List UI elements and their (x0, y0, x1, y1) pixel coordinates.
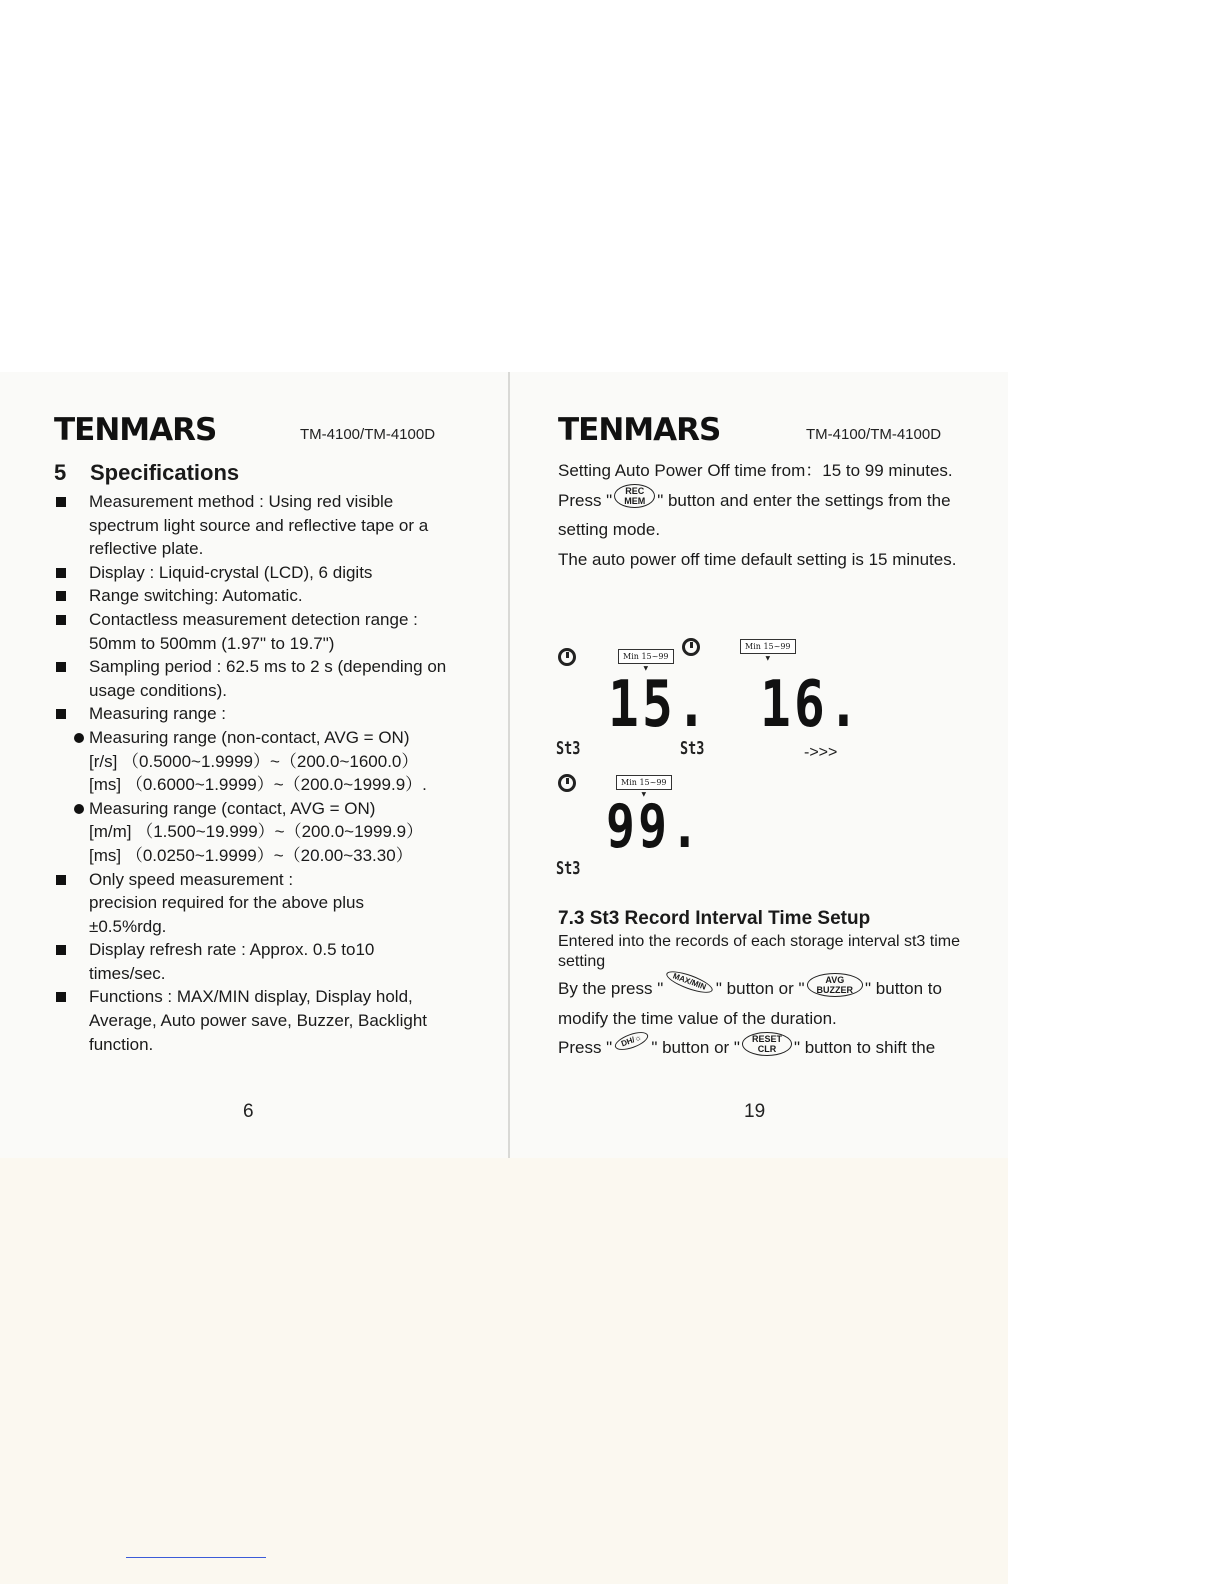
spec-item (54, 490, 454, 561)
rec-mem-button-icon (614, 484, 655, 508)
inline-text: Press " (558, 1038, 613, 1058)
spec-item (54, 702, 454, 726)
lcd-display-value: 99. (606, 792, 703, 862)
dh-backlight-button-icon: DH/☼ (613, 1028, 651, 1053)
range-tag: Min 15~99 ▼ (616, 775, 672, 790)
range-tag: Min 15~99 ▼ (618, 649, 674, 664)
inline-text: " button or " (715, 979, 805, 998)
avg-buzzer-button-icon (807, 973, 864, 997)
lcd-st-label: St3 (556, 858, 581, 879)
paragraph (558, 1033, 978, 1063)
brand-logo: TENMARS (558, 412, 721, 448)
spec-text: Only speed measurement : (89, 869, 294, 889)
spec-text: Measuring range : (89, 704, 227, 724)
max-min-button-icon: MAX/MIN (664, 967, 715, 997)
lcd-st-label: St3 (556, 738, 581, 759)
paragraph (558, 486, 958, 545)
spec-sub-item (54, 797, 454, 868)
paragraph: The auto power off time default setting is 15 minutes. (558, 549, 957, 569)
spec-item (54, 608, 454, 655)
spec-text: Measurement method : Using red visible spectrum light source and reflective tape or a reflective plate. (89, 492, 429, 559)
inline-text: " button to modify the time value of the duration. (558, 979, 942, 1028)
spec-text: Functions : MAX/MIN display, Display hold, Average, Auto power save, Buzzer, Backlight function. (89, 987, 427, 1054)
section-title-text: Specifications (90, 460, 240, 485)
inline-text: " button and enter the settings from the setting mode. (558, 490, 951, 540)
spec-item (54, 561, 454, 585)
spec-text: ±0.5%rdg. (89, 916, 167, 936)
paragraph: Setting Auto Power Off time from：15 to 99 minutes. (558, 461, 953, 480)
left-page (0, 372, 508, 1158)
spec-item (54, 655, 454, 702)
spec-list (54, 490, 454, 1056)
section-title (54, 460, 239, 486)
spec-text: Sampling period : 62.5 ms to 2 s (depending on usage conditions). (89, 657, 447, 700)
spec-range-value: [ms] （0.0250~1.9999）~（20.00~33.30） (89, 845, 413, 865)
spec-text: precision required for the above plus (89, 893, 364, 913)
spec-item (54, 985, 454, 1056)
paragraph (558, 970, 978, 1033)
inline-text: By the press " (558, 979, 664, 998)
lcd-st-label: St3 (680, 738, 705, 759)
button-label-bottom: BUZZER (816, 984, 854, 995)
section-number: 5 (54, 460, 67, 485)
paragraph: Entered into the records of each storage interval st3 time setting (558, 933, 960, 970)
section-heading: 7.3 St3 Record Interval Time Setup (558, 908, 871, 929)
lcd-display-value: 16. (760, 668, 863, 742)
spec-item (54, 938, 454, 985)
timer-icon (682, 638, 700, 656)
inline-text: " button to shift the (793, 1038, 936, 1058)
lower-paper-sheet (0, 1158, 1008, 1584)
button-label-bottom: MEM (624, 496, 646, 507)
spec-text: Display : Liquid-crystal (LCD), 6 digits (89, 562, 373, 582)
model-number: TM-4100/TM-4100D (806, 426, 942, 443)
spec-text: Display refresh rate : Approx. 0.5 to10 times/sec. (89, 940, 375, 983)
spec-text: Contactless measurement detection range : 50mm to 500mm (1.97" to 19.7") (89, 609, 418, 653)
timer-icon (558, 648, 576, 666)
spec-item (54, 868, 454, 939)
button-label-top: AVG (825, 974, 845, 985)
spec-sub-item (54, 726, 454, 797)
right-page (510, 372, 1008, 1158)
arrow-indicator: ->>> (804, 744, 838, 761)
button-label-bottom: CLR (757, 1043, 777, 1054)
button-label-top: RESET (751, 1033, 782, 1044)
spec-sub-text: Measuring range (contact, AVG = ON) (89, 798, 376, 818)
inline-text: " button or " (651, 1038, 740, 1058)
spec-range-value: [m/m] （1.500~19.999）~（200.0~1999.9） (89, 822, 424, 842)
range-tag: Min 15~99 ▼ (740, 639, 796, 654)
model-number: TM-4100/TM-4100D (300, 426, 436, 443)
spec-range-value: [r/s] （0.5000~1.9999）~（200.0~1600.0） (89, 751, 419, 771)
lcd-display-value: 15. (608, 668, 711, 742)
spec-item (54, 584, 454, 608)
spec-range-value: [ms] （0.6000~1.9999）~（200.0~1999.9）. (89, 775, 427, 795)
button-instructions (558, 970, 978, 1063)
page-number: 6 (243, 1101, 254, 1122)
brand-logo: TENMARS (54, 412, 217, 448)
inline-text: Press " (558, 490, 613, 510)
spec-sub-text: Measuring range (non-contact, AVG = ON) (89, 727, 410, 747)
auto-power-off-text (558, 456, 958, 574)
manual-spread (0, 372, 1008, 1158)
button-label-top: REC (625, 486, 645, 497)
spec-text: Range switching: Automatic. (89, 586, 303, 606)
timer-icon (558, 774, 576, 792)
reset-clr-button-icon (742, 1032, 792, 1056)
scan-mark-line (126, 1557, 266, 1558)
page-number: 19 (744, 1101, 766, 1122)
